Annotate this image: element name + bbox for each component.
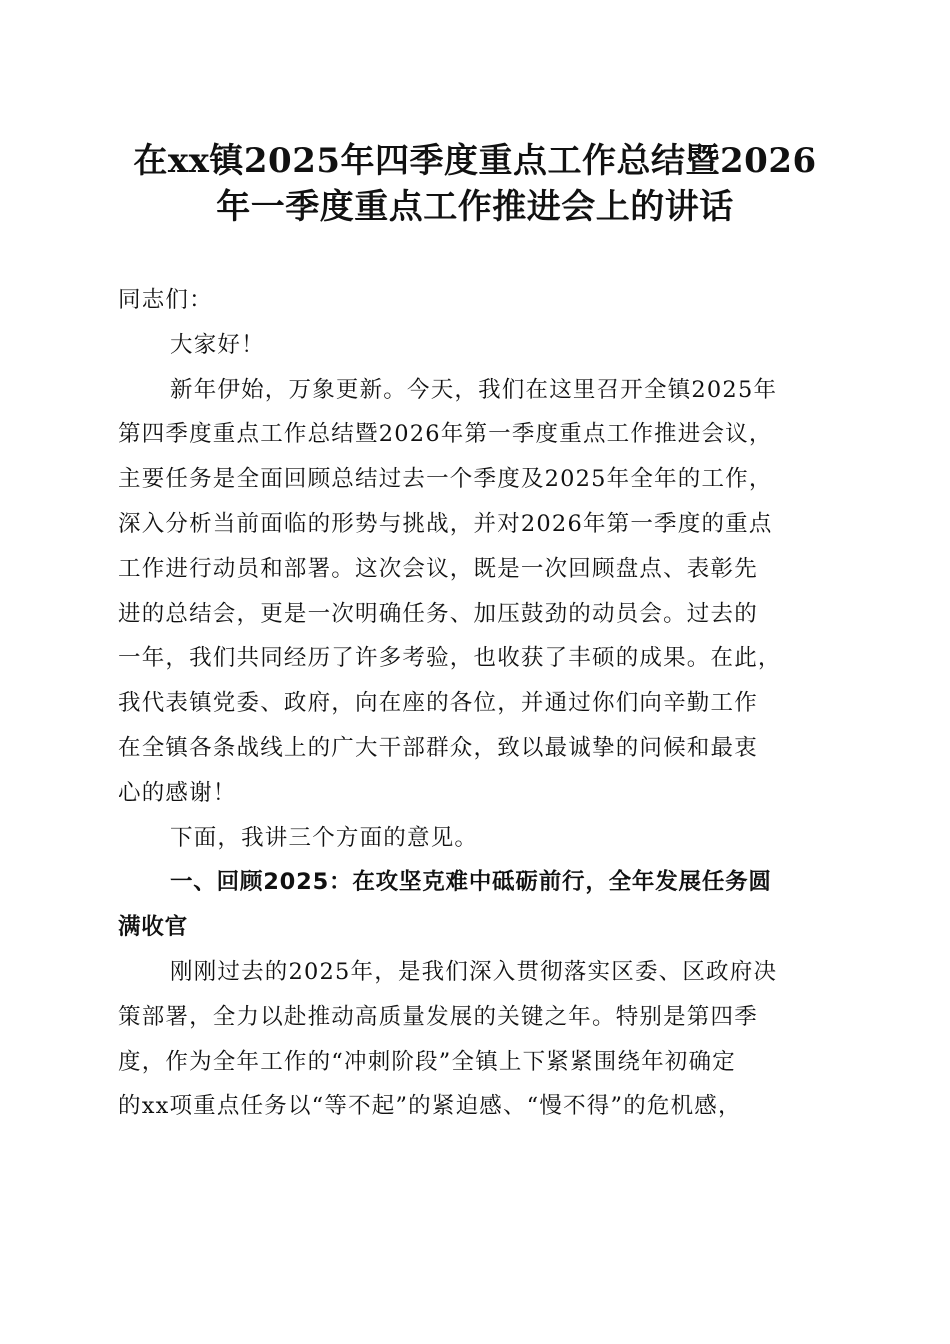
- paragraph-line: 下面，我讲三个方面的意见。: [170, 824, 479, 851]
- salutation: 同志们：: [118, 287, 213, 313]
- paragraph-line: 策部署，全力以赴推动高质量发展的关键之年。特别是第四季: [118, 1003, 758, 1030]
- paragraph-line: 第四季度重点工作总结暨2026年第一季度重点工作推进会议，: [118, 421, 773, 448]
- paragraph-line: 度，作为全年工作的“冲刺阶段”全镇上下紧紧围绕年初确定: [118, 1048, 736, 1075]
- title-line-1: 在xx镇2025年四季度重点工作总结暨2026: [133, 141, 817, 181]
- title-line-2: 年一季度重点工作推进会上的讲话: [216, 187, 734, 227]
- paragraph-line: 在全镇各条战线上的广大干部群众，致以最诚挚的问候和最衷: [118, 734, 758, 761]
- greeting: 大家好！: [170, 331, 265, 358]
- document-body: [118, 278, 834, 1129]
- paragraph-line: 的xx项重点任务以“等不起”的紧迫感、“慢不得”的危机感，: [118, 1093, 742, 1120]
- paragraph-line: 进的总结会，更是一次明确任务、加压鼓劲的动员会。过去的: [118, 600, 758, 627]
- section-heading-1-cont: 满收官: [118, 914, 188, 941]
- paragraph-line: 新年伊始，万象更新。今天，我们在这里召开全镇2025年: [170, 376, 778, 403]
- paragraph-line: 我代表镇党委、政府，向在座的各位，并通过你们向辛勤工作: [118, 690, 758, 717]
- paragraph-line: 刚刚过去的2025年，是我们深入贯彻落实区委、区政府决: [170, 958, 778, 985]
- document-title: [100, 138, 850, 230]
- paragraph-line: 主要任务是全面回顾总结过去一个季度及2025年全年的工作，: [118, 466, 773, 493]
- paragraph-line: 一年，我们共同经历了许多考验，也收获了丰硕的成果。在此，: [118, 645, 782, 672]
- paragraph-line: 心的感谢！: [118, 779, 237, 806]
- paragraph-line: 工作进行动员和部署。这次会议，既是一次回顾盘点、表彰先: [118, 555, 758, 582]
- section-heading-1: 一、回顾2025：在攻坚克难中砥砺前行，全年发展任务圆: [170, 869, 772, 896]
- paragraph-line: 深入分析当前面临的形势与挑战，并对2026年第一季度的重点: [118, 510, 773, 537]
